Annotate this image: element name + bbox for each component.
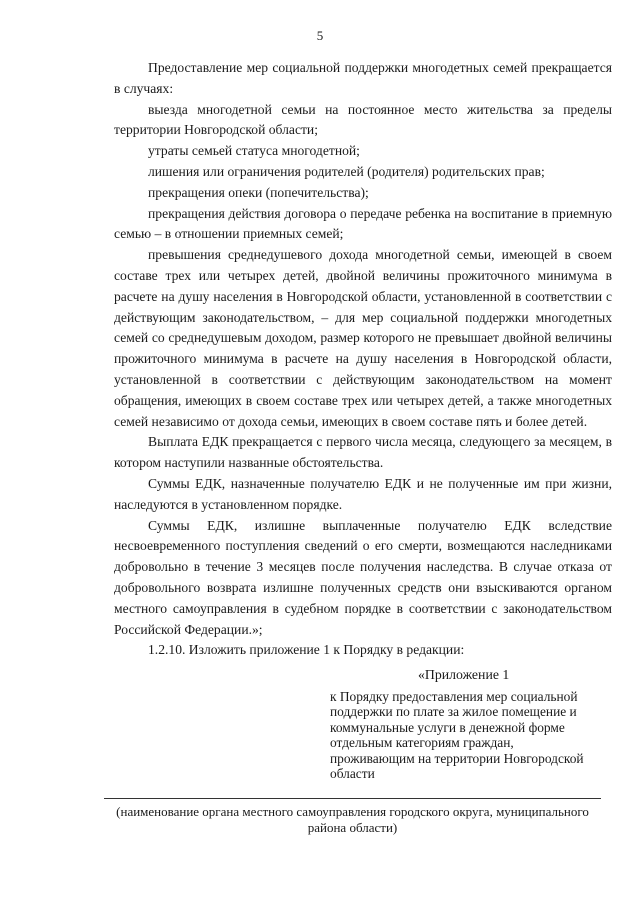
line-caption: (наименование органа местного самоуправления городского округа, муниципального района области) bbox=[116, 804, 589, 835]
document-body bbox=[114, 58, 612, 661]
paragraph: прекращения действия договора о передаче ребенка на воспитание в приемную семью – в отношении приемных семей; bbox=[114, 205, 612, 242]
signature-line bbox=[104, 798, 601, 799]
paragraph: выезда многодетной семьи на постоянное место жительства за пределы территории Новгородской области; bbox=[114, 101, 612, 138]
paragraph: Выплата ЕДК прекращается с первого числа месяца, следующего за месяцем, в котором наступили названные обстоятельства. bbox=[114, 434, 612, 471]
paragraph: лишения или ограничения родителей (родителя) родительских прав; bbox=[148, 163, 545, 179]
paragraph: Суммы ЕДК, излишне выплаченные получателю ЕДК вследствие несвоевременного поступления сведений о его смерти, возмещаются наследниками добровольно в течение 3 месяцев после получения наследства. В случае отказа от добровольного возврата излишне полученных средств они взыскиваются органом местного самоуправления в судебном порядке в соответствии с законодательством Российской Федерации.»; bbox=[114, 517, 612, 637]
paragraph: прекращения опеки (попечительства); bbox=[148, 184, 369, 200]
paragraph: Предоставление мер социальной поддержки многодетных семей прекращается в случаях: bbox=[114, 60, 612, 96]
page-number: 5 bbox=[316, 28, 324, 43]
paragraph: 1.2.10. Изложить приложение 1 к Порядку в редакции: bbox=[148, 642, 465, 658]
paragraph: Суммы ЕДК, назначенные получателю ЕДК и не полученные им при жизни, наследуются в установленном порядке. bbox=[114, 475, 612, 512]
paragraph: превышения среднедушевого дохода многодетной семьи, имеющей в своем составе трех или четырех детей, двойной величины прожиточного минимума в расчете на душу населения в Новгородской области, установленной в соответствии с действующим законодательством, – для мер социальной поддержки многодетных семей со среднедушевым доходом, размер которого не превышает двойной величины прожиточного минимума в расчете на душу населения в Новгородской области, установленной в соответствии с действующим законодательством на момент обращения, имеющих в своем составе трех или четырех детей, а также многодетных семей независимо от дохода семьи, имеющих в своем составе пять и более детей. bbox=[114, 247, 612, 429]
appendix-title: «Приложение 1 bbox=[418, 667, 510, 682]
appendix-header bbox=[330, 667, 598, 782]
appendix-text: к Порядку предоставления мер социальной поддержки по плате за жилое помещение и коммунальные услуги в денежной форме отдельным категориям граждан, проживающим на территории Новгородской области bbox=[330, 688, 584, 781]
paragraph: утраты семьей статуса многодетной; bbox=[148, 143, 360, 159]
